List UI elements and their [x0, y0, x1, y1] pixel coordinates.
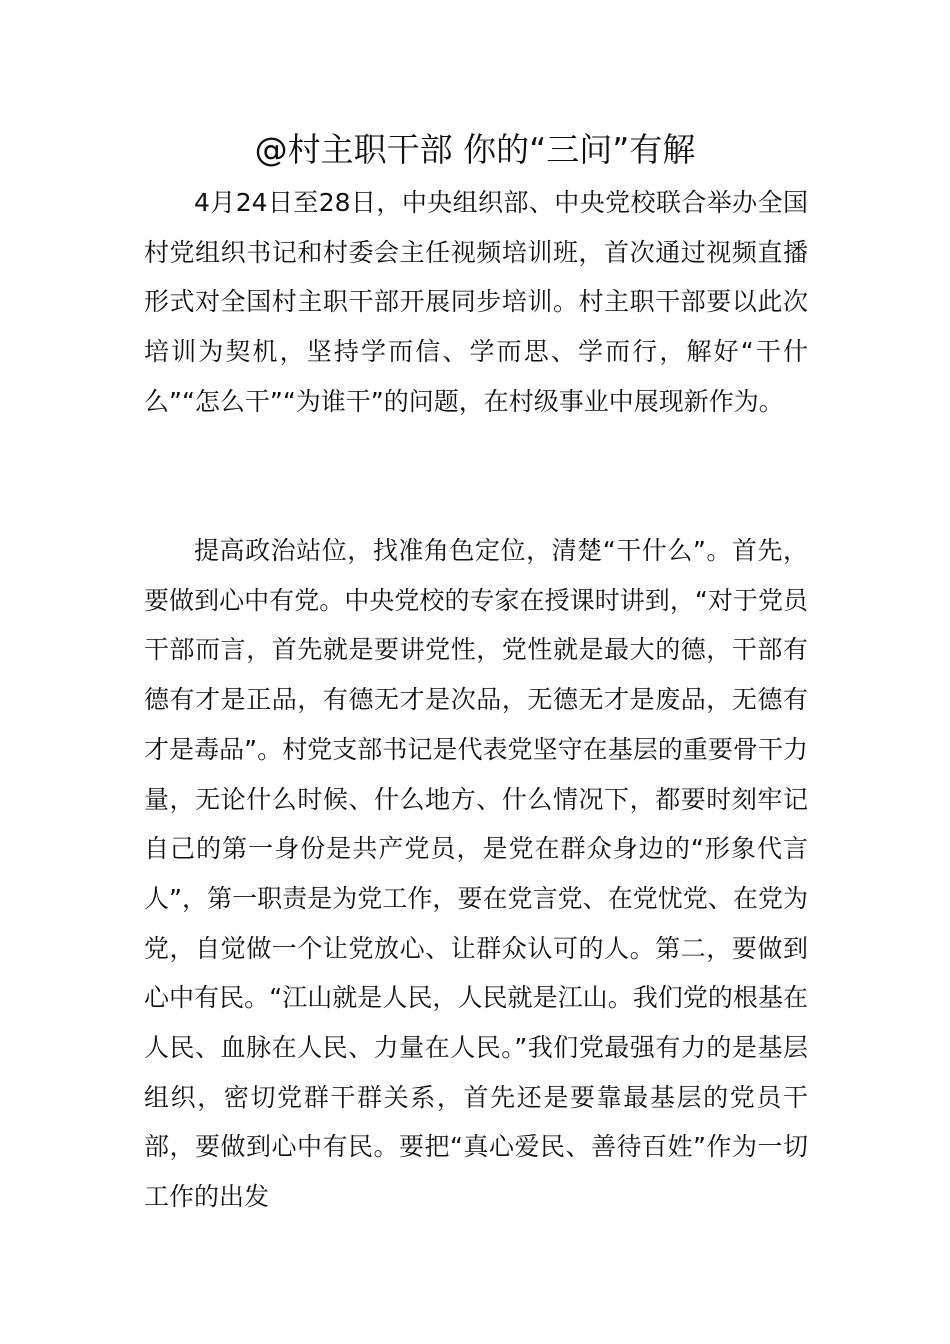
paragraph-body: 提高政治站位，找准角色定位，清楚“干什么”。首先，要做到心中有党。中央党校的专家在授课时讲到，“对于党员干部而言，首先就是要讲党性，党性就是最大的德，干部有德有才是正品，有德无才是次品，无德无才是废品，无德有才是毒品”。村党支部书记是代表党坚守在基层的重要骨干力量，无论什么时候、什么地方、什么情况下，都要时刻牢记自己的第一身份是共产党员，是党在群众身边的“形象代言人”，第一职责是为党工作，要在党言党、在党忧党、在党为党，自觉做一个让党放心、让群众认可的人。第二，要做到心中有民。“江山就是人民，人民就是江山。我们党的根基在人民、血脉在人民、力量在人民。”我们党最强有力的是基层组织，密切党群干群关系，首先还是要靠最基层的党员干部，要做到心中有民。要把“真心爱民、善待百姓”作为一切工作的出发 [144, 536, 808, 1212]
paragraph-intro: 4月24日至28日，中央组织部、中央党校联合举办全国村党组织书记和村委会主任视频培训班，首次通过视频直播形式对全国村主职干部开展同步培训。村主职干部要以此次培训为契机，坚持学而信、学而思、学而行，解好“干什么”“怎么干”“为谁干”的问题，在村级事业中展现新作为。 [144, 188, 808, 416]
document-title: @村主职干部 你的“三问”有解 [254, 130, 696, 169]
